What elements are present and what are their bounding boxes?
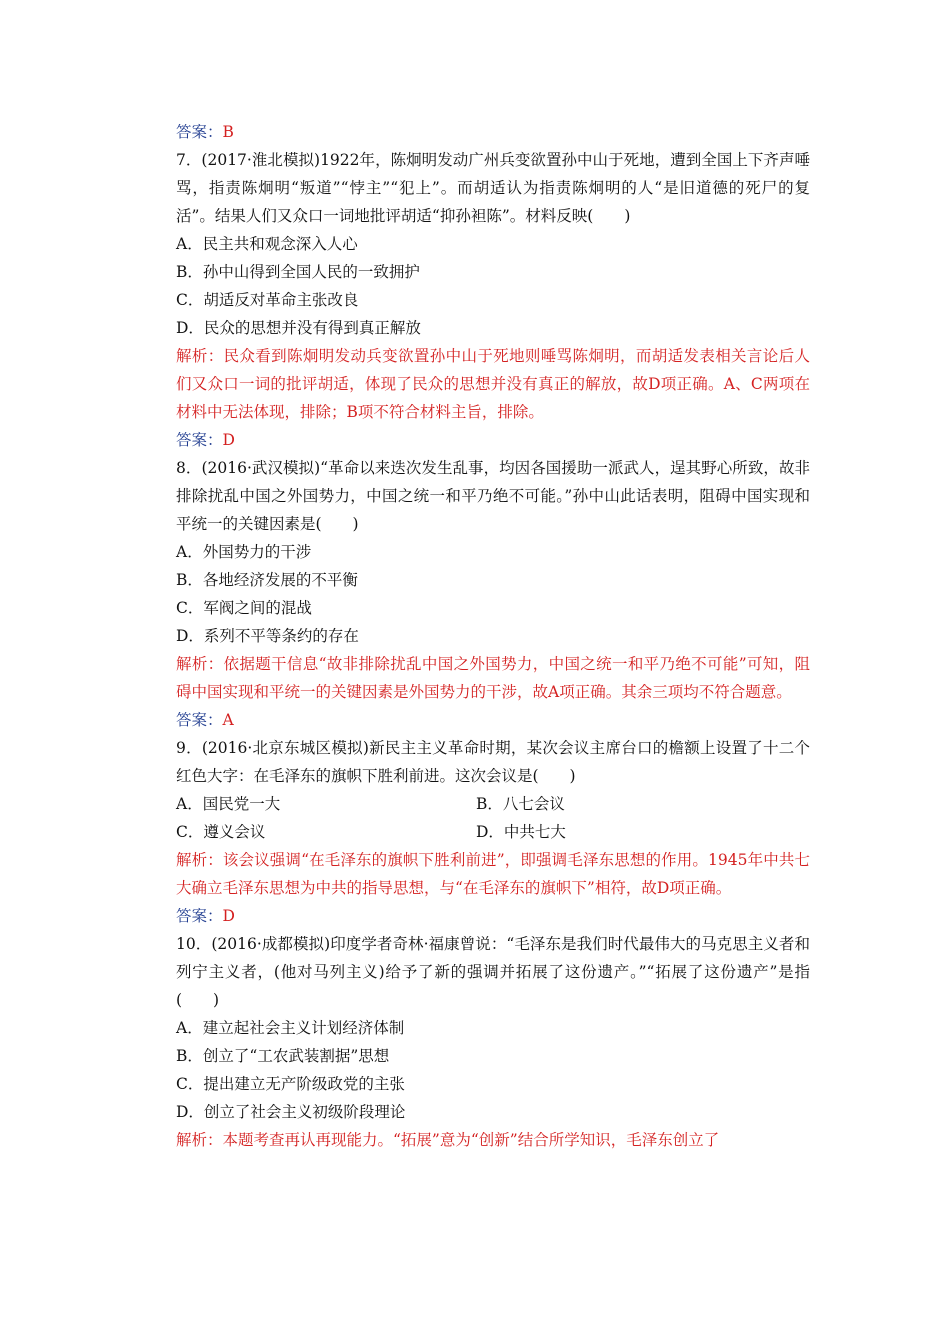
question-9-explanation: 解析：该会议强调“在毛泽东的旗帜下胜利前进”，即强调毛泽东思想的作用。1945年中共七大确立毛泽东思想为中共的指导思想，与“在毛泽东的旗帜下”相符，故D项正确。	[176, 851, 810, 897]
answer-line	[145, 426, 810, 454]
question-7-option-d: D．民众的思想并没有得到真正解放	[176, 319, 421, 337]
answer-line	[145, 902, 810, 930]
answer-label: 答案：	[176, 431, 223, 449]
question-9-option-d: D．中共七大	[476, 823, 566, 841]
question-10-option-a: A．建立起社会主义计划经济体制	[176, 1019, 405, 1037]
answer-label: 答案：	[176, 907, 223, 925]
question-9-options-row-1	[145, 790, 810, 818]
question-9-option-c: C．遵义会议	[176, 823, 266, 841]
question-8-explanation: 解析：依据题干信息“故非排除扰乱中国之外国势力，中国之统一和平乃绝不可能”可知，阻碍中国实现和平统一的关键因素是外国势力的干涉，故A项正确。其余三项均不符合题意。	[176, 655, 810, 701]
question-8-stem: 8．(2016·武汉模拟)“革命以来迭次发生乱事，均因各国援助一派武人，逞其野心所致，故非排除扰乱中国之外国势力，中国之统一和平乃绝不可能。”孙中山此话表明，阻碍中国实现和平统一的关键因素是( )	[176, 459, 810, 533]
answer-line	[145, 118, 810, 146]
question-10-explanation: 解析：本题考查再认再现能力。“拓展”意为“创新”结合所学知识，毛泽东创立了	[176, 1131, 720, 1149]
answer-label: 答案：	[176, 711, 223, 729]
question-10-option-b: B．创立了“工农武装割据”思想	[176, 1047, 390, 1065]
question-8-option-a: A．外国势力的干涉	[176, 543, 312, 561]
question-8-option-d: D．系列不平等条约的存在	[176, 627, 359, 645]
question-10-stem: 10．(2016·成都模拟)印度学者奇林·福康曾说：“毛泽东是我们时代最伟大的马克思主义者和列宁主义者，(他对马列主义)给予了新的强调并拓展了这份遗产。”“拓展了这份遗产”是指( )	[176, 935, 810, 1009]
question-10-option-c: C．提出建立无产阶级政党的主张	[176, 1075, 405, 1093]
answer-value: D	[222, 907, 235, 925]
question-9-options-row-2	[145, 818, 810, 846]
question-9-stem: 9．(2016·北京东城区模拟)新民主主义革命时期，某次会议主席台口的檐额上设置了十二个红色大字：在毛泽东的旗帜下胜利前进。这次会议是( )	[176, 739, 810, 785]
answer-value: D	[222, 431, 235, 449]
question-7-option-a: A．民主共和观念深入人心	[176, 235, 358, 253]
answer-line	[145, 706, 810, 734]
question-9-option-a: A．国民党一大	[176, 795, 281, 813]
answer-value: B	[222, 123, 234, 141]
question-8-option-c: C．军阀之间的混战	[176, 599, 312, 617]
question-10-option-d: D．创立了社会主义初级阶段理论	[176, 1103, 406, 1121]
question-7-stem: 7．(2017·淮北模拟)1922年，陈炯明发动广州兵变欲置孙中山于死地，遭到全国上下齐声唾骂，指责陈炯明“叛道”“悖主”“犯上”。而胡适认为指责陈炯明的人“是旧道德的死尸的复活”。结果人们又众口一词地批评胡适“抑孙袒陈”。材料反映( )	[176, 151, 810, 225]
document-body	[145, 118, 810, 1154]
question-8-option-b: B．各地经济发展的不平衡	[176, 571, 358, 589]
answer-label: 答案：	[176, 123, 223, 141]
question-9-option-b: B．八七会议	[476, 795, 565, 813]
question-7-option-b: B．孙中山得到全国人民的一致拥护	[176, 263, 420, 281]
answer-value: A	[222, 711, 234, 729]
question-7-explanation: 解析：民众看到陈炯明发动兵变欲置孙中山于死地则唾骂陈炯明，而胡适发表相关言论后人们又众口一词的批评胡适，体现了民众的思想并没有真正的解放，故D项正确。A、C两项在材料中无法体现，排除；B项不符合材料主旨，排除。	[176, 347, 810, 421]
question-7-option-c: C．胡适反对革命主张改良	[176, 291, 359, 309]
